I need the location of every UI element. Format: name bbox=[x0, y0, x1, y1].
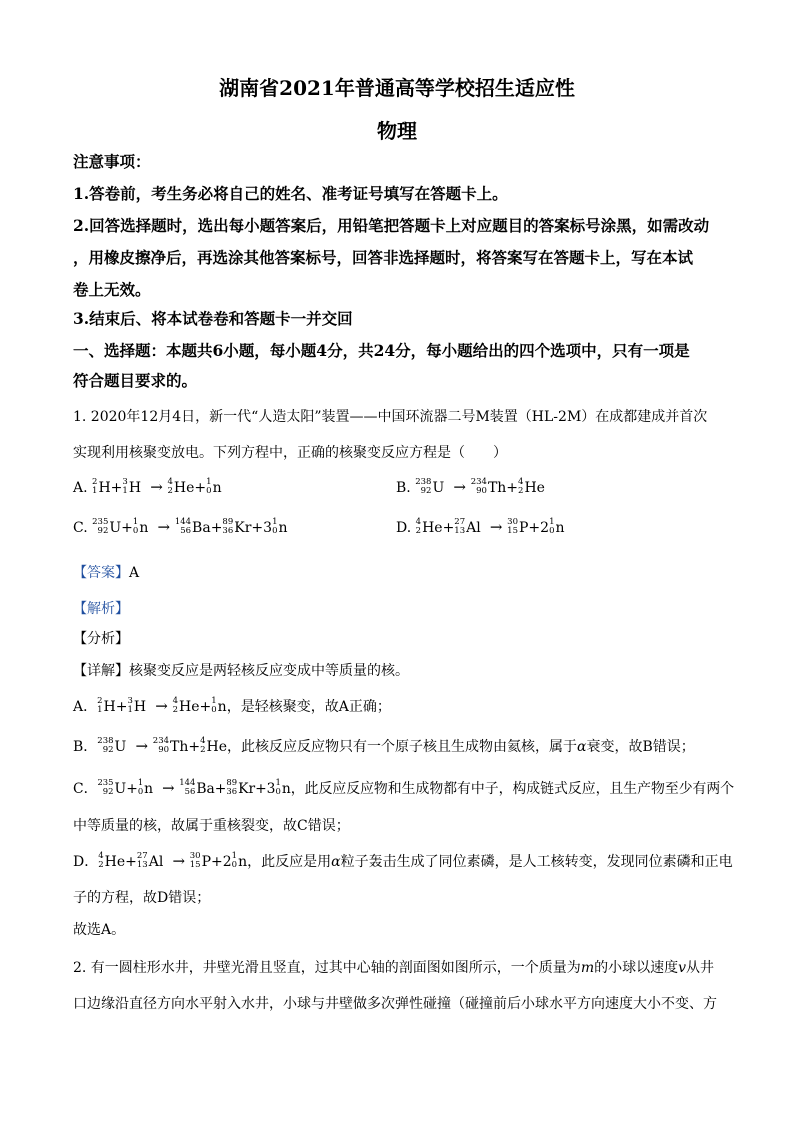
option-d-label: D. bbox=[396, 520, 412, 536]
q1-option-b[interactable]: B. 238 92 U → 234 90 Th+ 4 2 He bbox=[396, 477, 545, 496]
notes-item-2-line-2: ，用橡皮擦净后，再选涂其他答案标号，回答非选择题时，将答案写在答题卡上，写在本试 bbox=[73, 248, 694, 267]
detail-text: 核聚变反应是两轻核反应变成中等质量的核。 bbox=[129, 663, 409, 679]
q1-stem-line-1: 1. 2020年12月4日，新一代“人造太阳”装置——中国环流器二号M装置（HL-2M）在成都建成并首次 bbox=[73, 409, 708, 425]
explanation-d: D． 4 2 He+ 27 13 Al → 30 15 P+2 1 0 n，此反应是用α粒子轰击生成了同位素磷，是人工核转变，发现同位素磷和正电 bbox=[73, 851, 733, 870]
section-heading-line-1: 一、选择题：本题共6小题，每小题4分，共24分，每小题给出的四个选项中，只有一项是 bbox=[73, 341, 690, 360]
notes-heading: 注意事项： bbox=[73, 152, 151, 171]
answer-tag: 【答案】 bbox=[73, 565, 129, 581]
notes-item-1: 1.答卷前，考生务必将自己的姓名、准考证号填写在答题卡上。 bbox=[73, 184, 508, 203]
subject-title: 物理 bbox=[377, 119, 417, 143]
detail-tag: 【详解】 bbox=[73, 663, 129, 679]
answer-line bbox=[73, 562, 139, 582]
explanation-c: C． 235 92 U+ 1 0 n → 144 56 Ba+ 89 36 Kr+3 1 0 n，此反应反应物和生成物都有中子，构成链式反应，且生产物至少有两个 bbox=[73, 778, 735, 797]
conclusion: 故选A。 bbox=[73, 922, 126, 938]
explanation-d-line-2: 子的方程，故D错误； bbox=[73, 890, 211, 906]
section-heading-line-2: 符合题目要求的。 bbox=[73, 371, 198, 390]
q1-option-a[interactable]: A. 2 1 H+ 3 1 H → 4 2 He+ 1 0 n bbox=[73, 477, 222, 496]
page-title: 湖南省2021年普通高等学校招生适应性 bbox=[219, 76, 575, 100]
q1-stem-line-2: 实现利用核聚变放电。下列方程中，正确的核聚变反应方程是（ ） bbox=[73, 445, 507, 461]
explanation-a: A． 2 1 H+ 3 1 H → 4 2 He+ 1 0 n，是轻核聚变，故A正确； bbox=[73, 696, 391, 715]
analysis-tag: 【解析】 bbox=[73, 601, 129, 617]
option-c-label: C. bbox=[73, 520, 88, 536]
notes-item-2-line-3: 卷上无效。 bbox=[73, 280, 151, 299]
q2-line-1: 2. 有一圆柱形水井，井壁光滑且竖直，过其中心轴的剖面图如图所示，一个质量为m的小球以速度v从井 bbox=[73, 960, 715, 976]
answer-value: A bbox=[129, 565, 140, 581]
fenxi-tag: 【分析】 bbox=[73, 631, 129, 647]
notes-item-2-line-1: 2.回答选择题时，选出每小题答案后，用铅笔把答题卡上对应题目的答案标号涂黑，如需改动 bbox=[73, 216, 710, 235]
notes-item-3: 3.结束后、将本试卷卷和答题卡一并交回 bbox=[73, 309, 353, 328]
explanation-c-line-2: 中等质量的核，故属于重核裂变，故C错误； bbox=[73, 818, 350, 834]
q2-line-2: 口边缘沿直径方向水平射入水井，小球与井壁做多次弹性碰撞（碰撞前后小球水平方向速度大小不变、方 bbox=[73, 996, 717, 1012]
option-a-label: A. bbox=[73, 480, 88, 496]
detail-line bbox=[73, 660, 409, 680]
q1-option-d[interactable]: D. 4 2 He+ 27 13 Al → 30 15 P+2 1 0 n bbox=[396, 517, 565, 536]
q1-option-c[interactable]: C. 235 92 U+ 1 0 n → 144 56 Ba+ 89 36 Kr+3 1 0 n bbox=[73, 517, 288, 536]
explanation-b: B． 238 92 U → 234 90 Th+ 4 2 He，此核反应反应物只有一个原子核且生成物由氦核，属于α衰变，故B错误； bbox=[73, 736, 695, 755]
option-b-label: B. bbox=[396, 480, 411, 496]
